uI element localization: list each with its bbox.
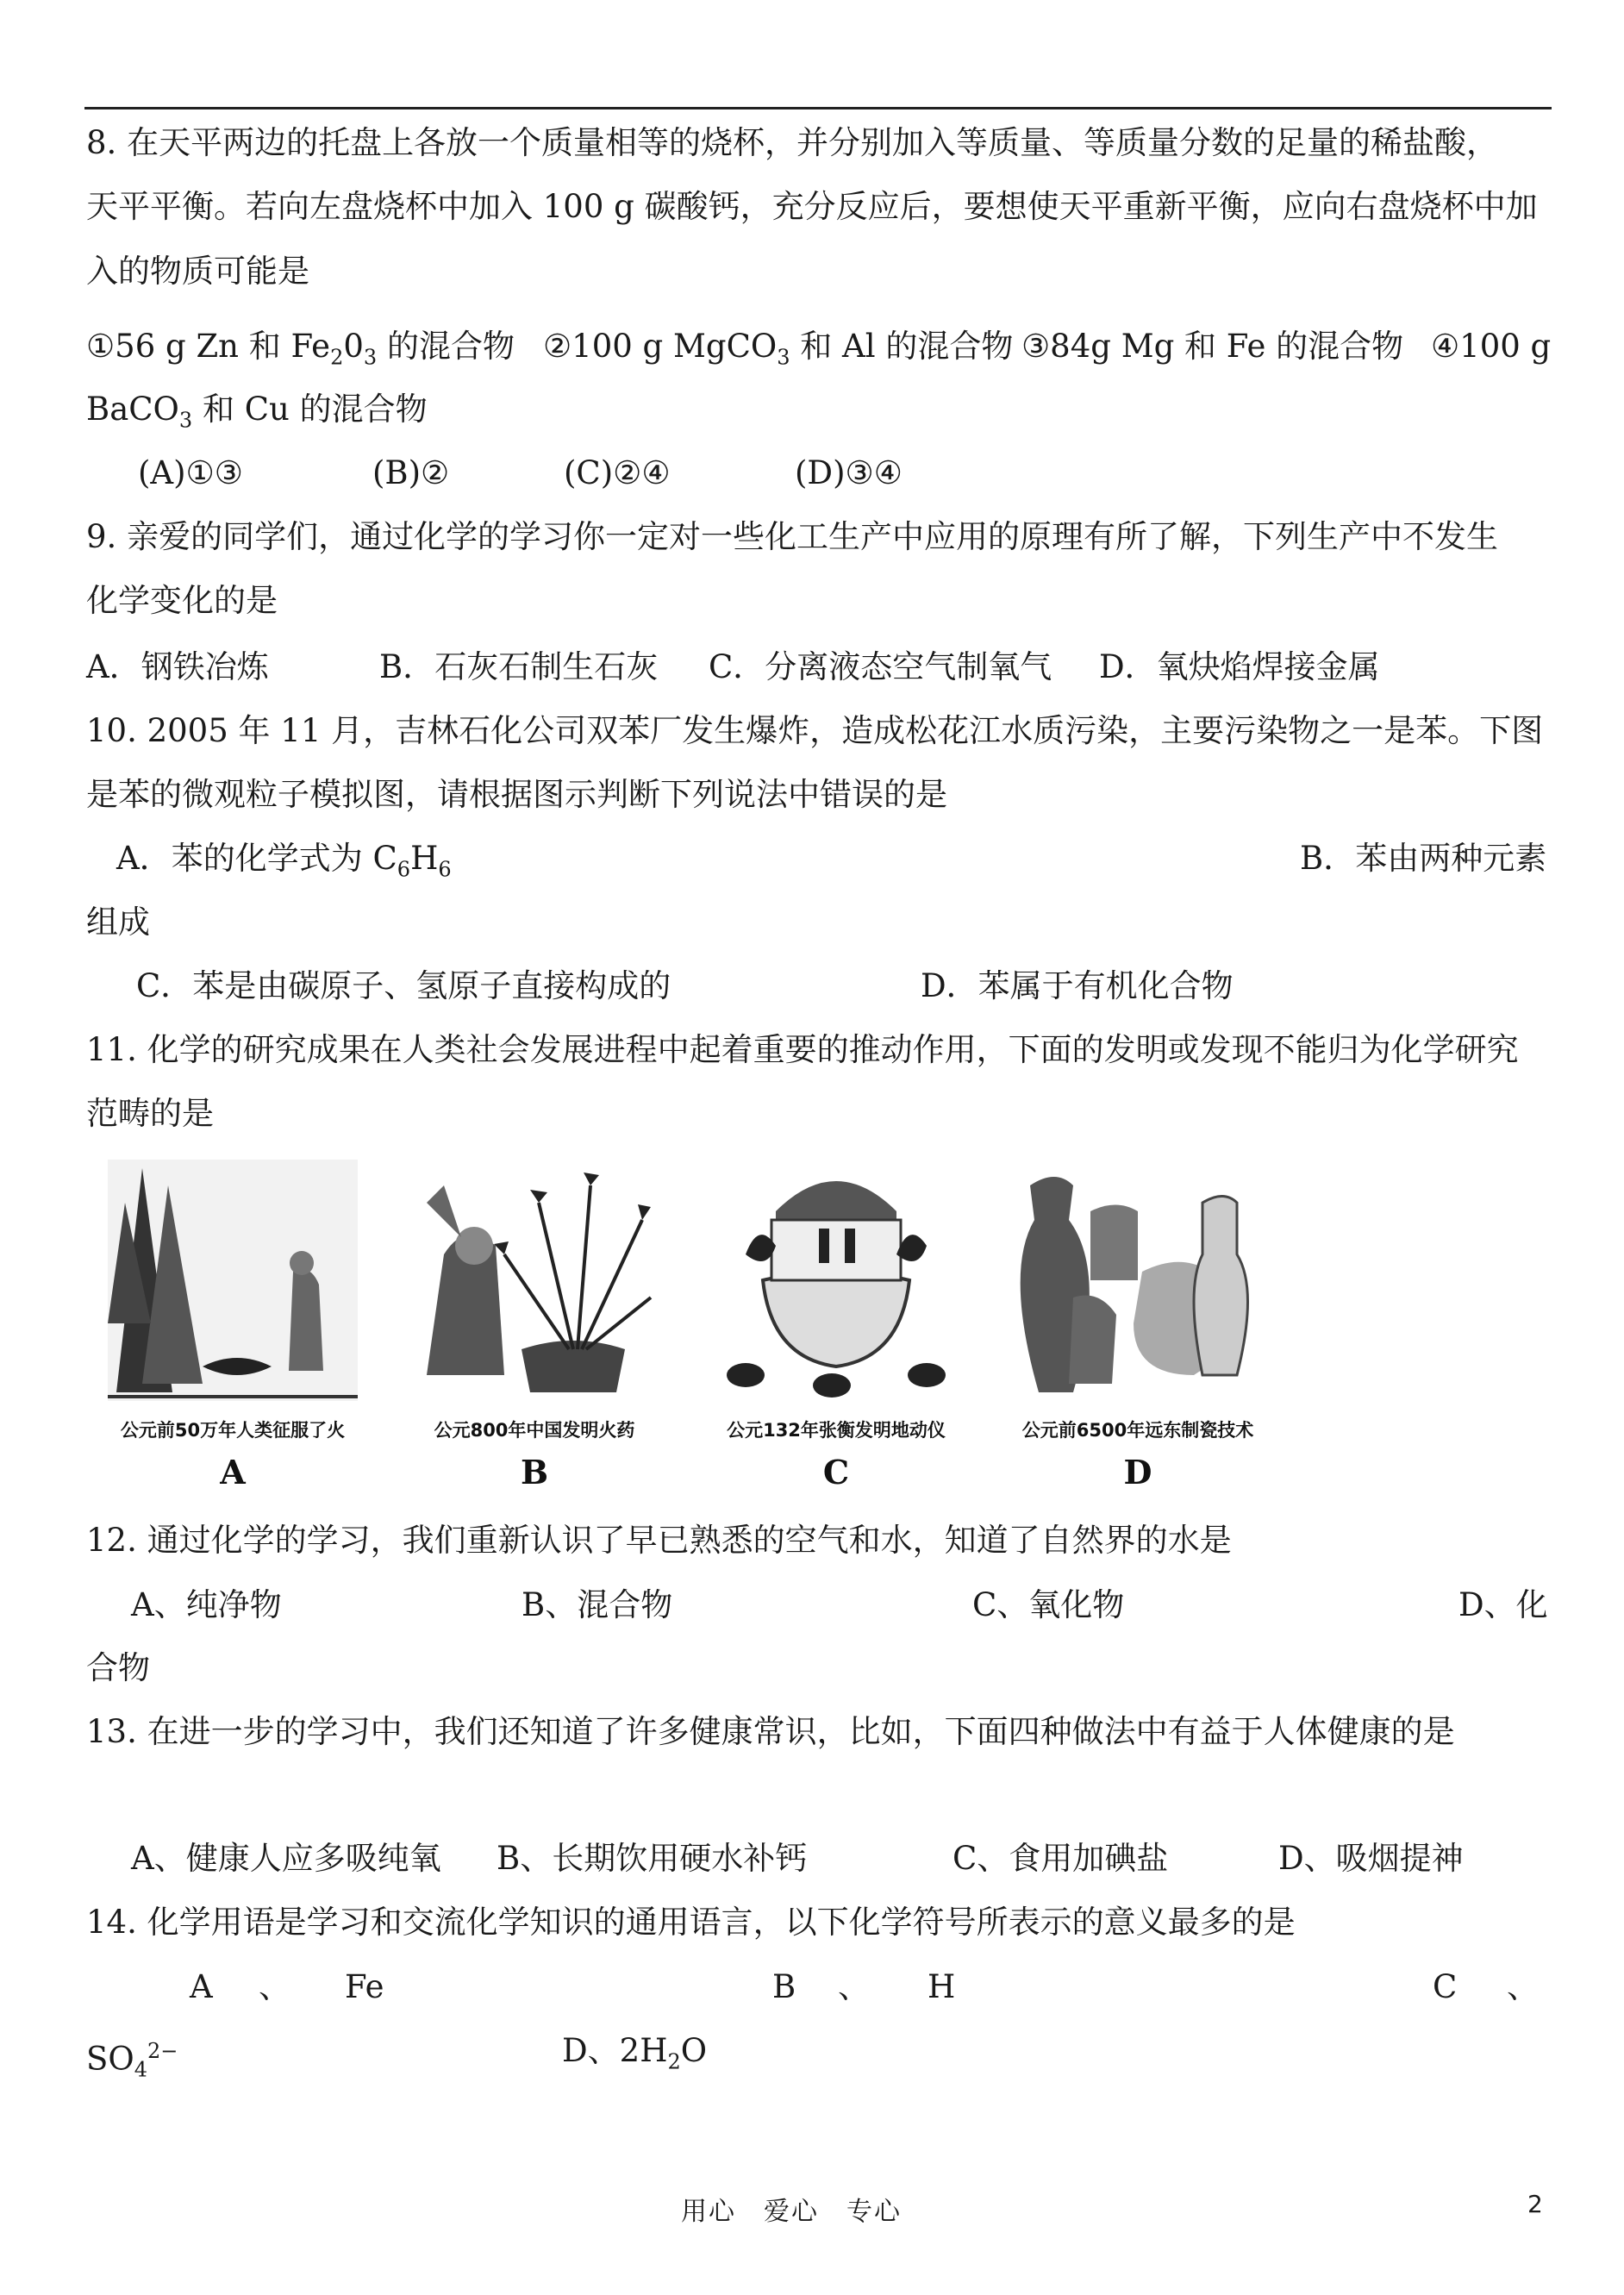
footer-motto: 用心 爱心 专心 <box>681 2197 902 2227</box>
q9-option-b: B．石灰石制生石灰 <box>379 648 659 685</box>
q8-stem-line2: 天平平衡。若向左盘烧杯中加入 100 g 碳酸钙，充分反应后，要想使天平重新平衡，应向右盘烧杯中加 <box>86 188 1538 225</box>
seismograph-illustration <box>694 1151 978 1410</box>
q11-panel-c-letter: C <box>822 1453 850 1491</box>
q11-panel-b <box>392 1151 677 1496</box>
fire-discovery-illustration <box>91 1151 375 1410</box>
q14-option-b-value: H <box>928 1968 956 2005</box>
q10-option-b: B．苯由两种元素 <box>1300 840 1547 877</box>
q14-option-c-sep: 、 <box>1507 1968 1539 2005</box>
q11-panel-b-letter: B <box>520 1453 549 1491</box>
q9-stem-line2: 化学变化的是 <box>86 582 278 619</box>
q11-panel-b-caption: 公元800年中国发明火药 <box>434 1420 635 1441</box>
q11-panel-c <box>694 1151 978 1496</box>
q11-panel-c-caption: 公元132年张衡发明地动仪 <box>727 1420 946 1441</box>
q11-stem-line2: 范畴的是 <box>86 1095 214 1132</box>
q14-option-a-letter: A <box>190 1968 213 2005</box>
q13-option-d: D、吸烟提神 <box>1278 1840 1464 1877</box>
q13-stem: 13. 在进一步的学习中，我们还知道了许多健康常识，比如，下面四种做法中有益于人体健康的是 <box>86 1713 1455 1750</box>
q8-stem-line1: 8. 在天平两边的托盘上各放一个质量相等的烧杯，并分别加入等质量、等质量分数的足量的稀盐酸， <box>86 124 1499 161</box>
q8-option-4: ④100 g <box>1431 328 1552 365</box>
q10-stem-line2: 是苯的微观粒子模拟图，请根据图示判断下列说法中错误的是 <box>86 776 947 813</box>
q14-option-c-value: $SO_4^{2-}$ <box>86 2039 178 2082</box>
q11-panel-a <box>91 1151 375 1496</box>
q8-stem-line3: 入的物质可能是 <box>86 253 309 290</box>
q8-option-4-cont: BaCO$_3$ 和 Cu 的混合物 <box>86 391 428 433</box>
q10-option-b-cont: 组成 <box>86 904 150 941</box>
q9-option-a: A．钢铁冶炼 <box>86 648 269 685</box>
header-rule <box>84 107 1552 109</box>
q13-option-a: A、健康人应多吸纯氧 <box>131 1840 441 1877</box>
q12-option-c: C、氧化物 <box>972 1586 1125 1623</box>
q12-option-d-cont: 合物 <box>86 1649 150 1686</box>
q11-panel-a-caption: 公元前50万年人类征服了火 <box>120 1420 346 1441</box>
q14-option-a-value: Fe <box>345 1968 384 2005</box>
q10-option-c: C．苯是由碳原子、氢原子直接构成的 <box>136 967 671 1004</box>
q8-choice-b: (B)② <box>372 454 450 491</box>
q14-option-b-sep: 、 <box>838 1968 870 2005</box>
q12-option-b: B、混合物 <box>522 1586 673 1623</box>
q10-option-d: D．苯属于有机化合物 <box>921 967 1234 1004</box>
q8-choice-a: (A)①③ <box>138 454 243 491</box>
q14-stem: 14. 化学用语是学习和交流化学知识的通用语言，以下化学符号所表示的意义最多的是 <box>86 1904 1296 1941</box>
q10-option-a: A．苯的化学式为 $C_6H_6$ <box>116 840 452 882</box>
q9-stem-line1: 9. 亲爱的同学们，通过化学的学习你一定对一些化工生产中应用的原理有所了解，下列生产中不发生 <box>86 518 1499 555</box>
q14-option-a-sep: 、 <box>259 1968 290 2005</box>
q11-panel-d-letter: D <box>1123 1453 1152 1491</box>
q9-option-c: C．分离液态空气制氧气 <box>709 648 1052 685</box>
q13-option-c: C、食用加碘盐 <box>953 1840 1169 1877</box>
porcelain-illustration <box>996 1151 1280 1410</box>
q8-option-1: ①56 g Zn 和 $Fe_20_3$ 的混合物 <box>86 328 515 370</box>
q11-panel-d <box>996 1151 1280 1496</box>
q8-choice-d: (D)③④ <box>795 454 903 491</box>
q8-choice-c: (C)②④ <box>564 454 671 491</box>
q11-stem-line1: 11. 化学的研究成果在人类社会发展进程中起着重要的推动作用，下面的发明或发现不能归为化学研究 <box>86 1031 1519 1068</box>
q9-option-d: D．氧炔焰焊接金属 <box>1099 648 1380 685</box>
q14-option-d: D、$2H_2O$ <box>562 2032 708 2074</box>
q8-option-2: ②100 g MgCO$_3$ 和 Al 的混合物 <box>543 328 1014 370</box>
q13-option-b: B、长期饮用硬水补钙 <box>497 1840 808 1877</box>
q14-option-b-letter: B <box>772 1968 796 2005</box>
q11-panel-a-letter: A <box>220 1453 246 1491</box>
q11-panel-d-caption: 公元前6500年远东制瓷技术 <box>1021 1420 1254 1441</box>
q12-option-a: A、纯净物 <box>131 1586 282 1623</box>
q14-option-c-letter: C <box>1433 1968 1458 2005</box>
gunpowder-illustration <box>392 1151 677 1410</box>
q12-stem: 12. 通过化学的学习，我们重新认识了早已熟悉的空气和水，知道了自然界的水是 <box>86 1522 1232 1559</box>
q8-option-3: ③84g Mg 和 Fe 的混合物 <box>1021 328 1404 365</box>
q12-option-d: D、化 <box>1458 1586 1548 1623</box>
q10-stem-line1: 10. 2005 年 11 月，吉林石化公司双苯厂发生爆炸，造成松花江水质污染，主要污染物之一是苯。下图 <box>86 712 1544 749</box>
page-number: 2 <box>1527 2190 1543 2218</box>
q11-figure <box>91 1151 1280 1496</box>
